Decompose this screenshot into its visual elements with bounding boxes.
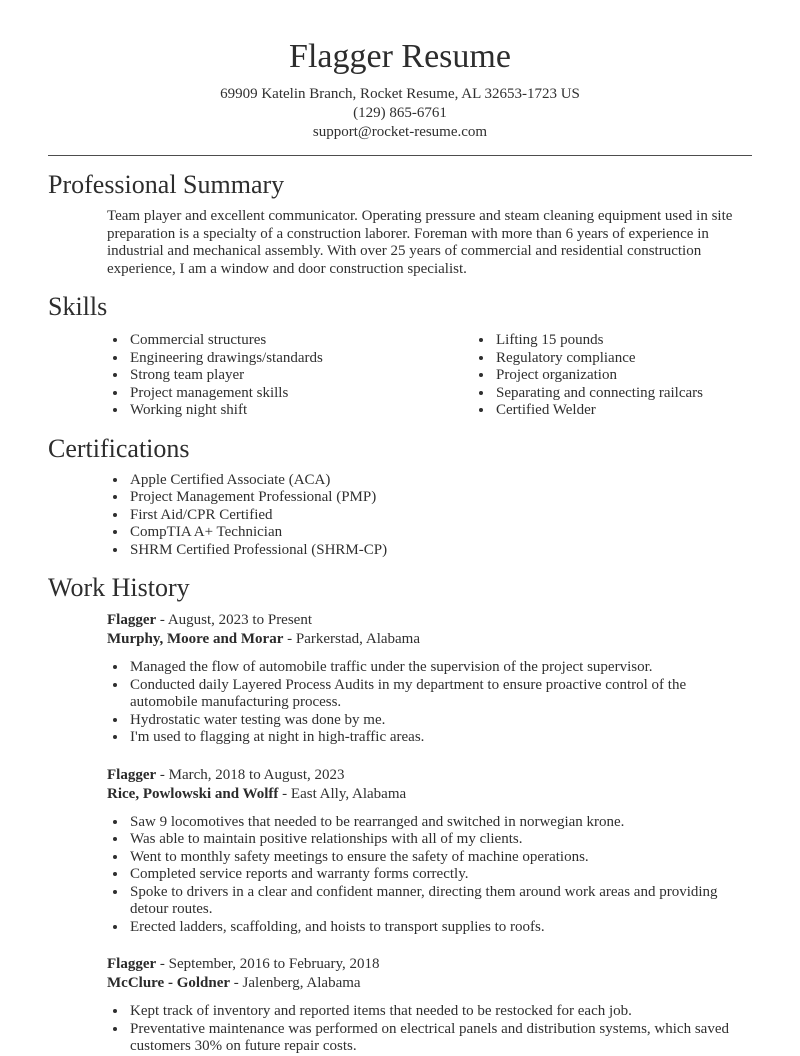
contact-phone: (129) 865-6761 [353, 105, 447, 121]
certification-item: • Apple Certified Associate (ACA) [128, 472, 752, 490]
skill-item: • Separating and connecting railcars [494, 385, 703, 403]
job-location: Jalenberg, Alabama [242, 975, 361, 991]
skills-column-right [476, 332, 703, 420]
certification-item: • SHRM Certified Professional (SHRM-CP) [128, 542, 752, 560]
job-location: Parkerstad, Alabama [295, 631, 420, 647]
job-bullet-list [110, 814, 752, 937]
certifications-heading: Certifications [48, 433, 190, 463]
job-location: East Ally, Alabama [290, 785, 407, 802]
separator: - [159, 612, 165, 628]
certification-item: • Project Management Professional (PMP) [128, 489, 752, 507]
job-title: Flagger [107, 612, 157, 628]
job-dates: September, 2016 to February, 2018 [168, 956, 380, 972]
job-dates: March, 2018 to August, 2023 [168, 766, 345, 783]
skill-item: • Project organization [494, 367, 703, 385]
job-title-line [107, 766, 752, 785]
separator: - [287, 631, 293, 647]
section-skills [48, 290, 752, 420]
job-title: Flagger [107, 766, 157, 783]
job-bullet: • Conducted daily Layered Process Audits in my department to ensure proactive control of the automobile manufacturing process. [128, 677, 752, 712]
job-bullet-list [110, 1003, 752, 1056]
job-bullet: • Erected ladders, scaffolding, and hoists to transport supplies to roofs. [128, 919, 752, 937]
job-bullet: • Preventative maintenance was performed on electrical panels and distribution systems, which saved customers 30% on future repair costs. [128, 1021, 752, 1056]
contact-email: support@rocket-resume.com [312, 124, 488, 140]
skills-heading: Skills [48, 292, 108, 321]
skill-item: • Certified Welder [494, 402, 703, 420]
job-bullet: • Managed the flow of automobile traffic under the supervision of the project supervisor. [128, 659, 752, 677]
job-bullet: • Kept track of inventory and reported items that needed to be restocked for each job. [128, 1003, 752, 1021]
skill-item: • Project management skills [128, 385, 414, 403]
job-title-line [107, 955, 752, 974]
job-title: Flagger [107, 956, 157, 972]
job-bullet: • Was able to maintain positive relationships with all of my clients. [128, 831, 752, 849]
job-company-line [107, 974, 752, 993]
separator: - [233, 975, 239, 991]
skills-columns [48, 330, 752, 420]
skill-item: • Working night shift [128, 402, 414, 420]
professional-summary-text: Team player and excellent communicator. Operating pressure and steam cleaning equipment used in site preparation is a specialty of a construction laborer. Foreman with more than 6 years of experience in industrial and mechanical assembly. With over 25 years of commercial and residential construction experience, I am a window and door construction specialist. [107, 208, 733, 277]
job-company-line [107, 785, 752, 804]
header-divider [48, 155, 752, 156]
resume-title: Flagger Resume [289, 38, 511, 75]
skills-column-left [110, 332, 414, 420]
certification-item: • First Aid/CPR Certified [128, 507, 752, 525]
job-dates: August, 2023 to Present [167, 612, 313, 628]
contact-address: 69909 Katelin Branch, Rocket Resume, AL 32653-1723 US [220, 86, 580, 102]
job-bullet-list [110, 659, 752, 747]
job-bullet: • Spoke to drivers in a clear and confident manner, directing them around work areas and providing detour routes. [128, 884, 752, 919]
skill-item: • Strong team player [128, 367, 414, 385]
certification-item: • CompTIA A+ Technician [128, 524, 752, 542]
skill-item: • Lifting 15 pounds [494, 332, 703, 350]
resume-header [48, 36, 752, 142]
job-company: McClure - Goldner [107, 975, 231, 991]
job-entry [48, 611, 752, 747]
job-company: Rice, Powlowski and Wolff [107, 785, 279, 802]
skill-item: • Commercial structures [128, 332, 414, 350]
job-bullet: • Saw 9 locomotives that needed to be rearranged and switched in norwegian krone. [128, 814, 752, 832]
section-work-history [48, 571, 752, 1056]
certifications-list [110, 472, 752, 560]
contact-block [48, 85, 752, 142]
job-company: Murphy, Moore and Morar [107, 631, 284, 647]
work-history-heading: Work History [48, 573, 190, 602]
job-title-line [107, 611, 752, 630]
separator: - [159, 956, 165, 972]
professional-summary-heading: Professional Summary [48, 170, 285, 199]
job-bullet: • Hydrostatic water testing was done by me. [128, 712, 752, 730]
section-professional-summary [48, 168, 752, 278]
section-certifications [48, 432, 752, 560]
job-company-line [107, 630, 752, 649]
job-bullet: • I'm used to flagging at night in high-traffic areas. [128, 729, 752, 747]
separator: - [282, 785, 288, 802]
job-entry [48, 955, 752, 1056]
job-bullet: • Went to monthly safety meetings to ensure the safety of machine operations. [128, 849, 752, 867]
job-bullet: • Completed service reports and warranty forms correctly. [128, 866, 752, 884]
skill-item: • Regulatory compliance [494, 350, 703, 368]
skill-item: • Engineering drawings/standards [128, 350, 414, 368]
job-entry [48, 766, 752, 937]
separator: - [159, 766, 165, 783]
